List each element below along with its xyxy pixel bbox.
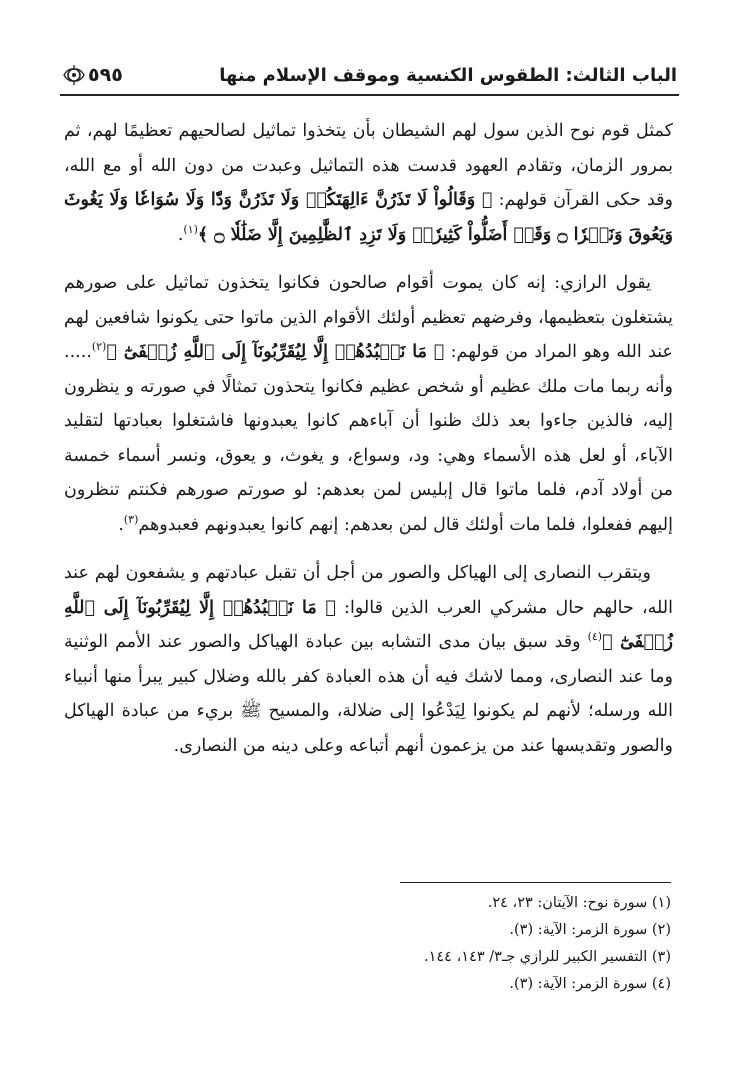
- footnote-1: (١) سورة نوح: الآيتان: ٢٣، ٢٤.: [487, 895, 671, 911]
- header-divider: [60, 94, 679, 96]
- footnote-divider: [400, 882, 671, 883]
- paragraph-1-text-b: .: [177, 224, 184, 245]
- quran-verse-zumar: ﴿ مَا نَعۡبُدُهُمۡ إِلَّا لِيُقَرِّبُونَآ إِلَى ٱللَّهِ زُلۡفَىٰٓ ﴾: [106, 342, 445, 362]
- footnote-2: (٢) سورة الزمر: الآية: (٣).: [509, 922, 671, 938]
- main-text: [64, 114, 673, 763]
- floral-ornament-icon: [62, 64, 86, 86]
- chapter-title: الباب الثالث: الطقوس الكنسية وموقف الإسلام منها: [219, 64, 677, 86]
- paragraph-2-text-c: .: [118, 514, 124, 535]
- honorific-symbol: ﷺ: [240, 701, 262, 721]
- paragraph-2: [64, 266, 673, 542]
- paragraph-3-text-a: ويتقرب النصارى إلى الهياكل والصور من أجل أن تقبل عبادتهم و يشفعون لهم عند الله، حالهم حال مشركي العرب الذين قالوا:: [64, 563, 673, 618]
- footnotes: [64, 890, 671, 998]
- page-header: [62, 58, 677, 92]
- footnote-ref-4: (٤): [587, 630, 603, 644]
- paragraph-3: [64, 556, 673, 763]
- footnote-3: (٣) التفسير الكبير للرازي جـ٣/ ١٤٣، ١٤٤.: [424, 949, 671, 965]
- paragraph-3-text-b: وقد سبق بيان مدى التشابه بين عبادة الهياكل والصور عند الأمم الوثنية وما عند النصارى، ومما لاشك فيه أن هذه العبادة كفر بالله وضلال كبير يبرأ منها أنبياء الله ورسله؛ لأنهم لم يكونوا لِيَدْعُوا إلى ضلالة، والمسيح: [64, 632, 673, 721]
- footnote-ref-2: (٢): [91, 340, 107, 354]
- footnote-ref-1: (١): [183, 222, 198, 236]
- footnote-ref-3: (٣): [123, 512, 139, 526]
- footnote-4: (٤) سورة الزمر: الآية: (٣).: [509, 976, 671, 992]
- paragraph-3-text-c: بريء من عبادة الهياكل والصور وتقديسها عند من يزعمون أنهم أتباعه وعلى دينه من النصارى.: [64, 701, 673, 756]
- quran-verse-zumar-2: ﴿ مَا نَعۡبُدُهُمۡ إِلَّا لِيُقَرِّبُونَآ إِلَى ٱللَّهِ زُلۡفَىٰٓ ﴾: [64, 597, 673, 652]
- quran-verse-nuh: ﴿ وَقَالُواْ لَا تَذَرُنَّ ءَالِهَتَكُمۡ وَلَا تَذَرُنَّ وَدّٗا وَلَا سُوَاعٗا وَلَا يَغُوثَ وَيَعُوقَ وَنَسۡرٗا ۝ وَقَدۡ أَضَلُّواْ كَثِيرٗاۖ وَلَا تَزِدِ ٱلظَّٰلِمِينَ إِلَّا ضَلَٰلٗا ۝ ﴾: [64, 190, 673, 245]
- page-number: ٥٩٥: [88, 64, 123, 86]
- paragraph-1: [64, 114, 673, 252]
- page-number-block: [62, 64, 123, 86]
- paragraph-2-text-a: يقول الرازي: إنه كان يموت أقوام صالحون فكانوا يتخذون تماثيل على صورهم يشتغلون بتعظيمها، وفرضهم تعظيم أولئك الأقوام الذين ماتوا حتى يكونوا شافعين لهم عند الله وهو المراد من قولهم:: [64, 273, 673, 362]
- paragraph-1-text-a: كمثل قوم نوح الذين سول لهم الشيطان بأن يتخذوا تماثيل لصالحيهم تعظيمًا لهم، ثم بمرور الزمان، وتقادم العهود قدست هذه التماثيل وعبدت من دون الله أو مع الله، وقد حكى القرآن قولهم:: [64, 121, 674, 210]
- paragraph-2-text-b: ..... وأنه ربما مات ملك عظيم أو شخص عظيم فكانوا يتحذون تمثالًا في صورته و ينظرون إليه، فالذين جاءوا بعد ذلك ظنوا أن آباءهم كانوا يعبدونها فاشتغلوا بعبادتها لتقليد الآباء، أو لعل هذه الأسماء وهي: ود، وسواع، و يغوث، و يعوق، ونسر أسماء خمسة من أولاد آدم، فلما ماتوا قال إبليس لمن بعدهم: لو صورتم صورهم فكنتم تنظرون إليهم ففعلوا، فلما مات أولئك قال لمن بعدهم: إنهم كانوا يعبدونهم فعبدوهم: [64, 342, 673, 535]
